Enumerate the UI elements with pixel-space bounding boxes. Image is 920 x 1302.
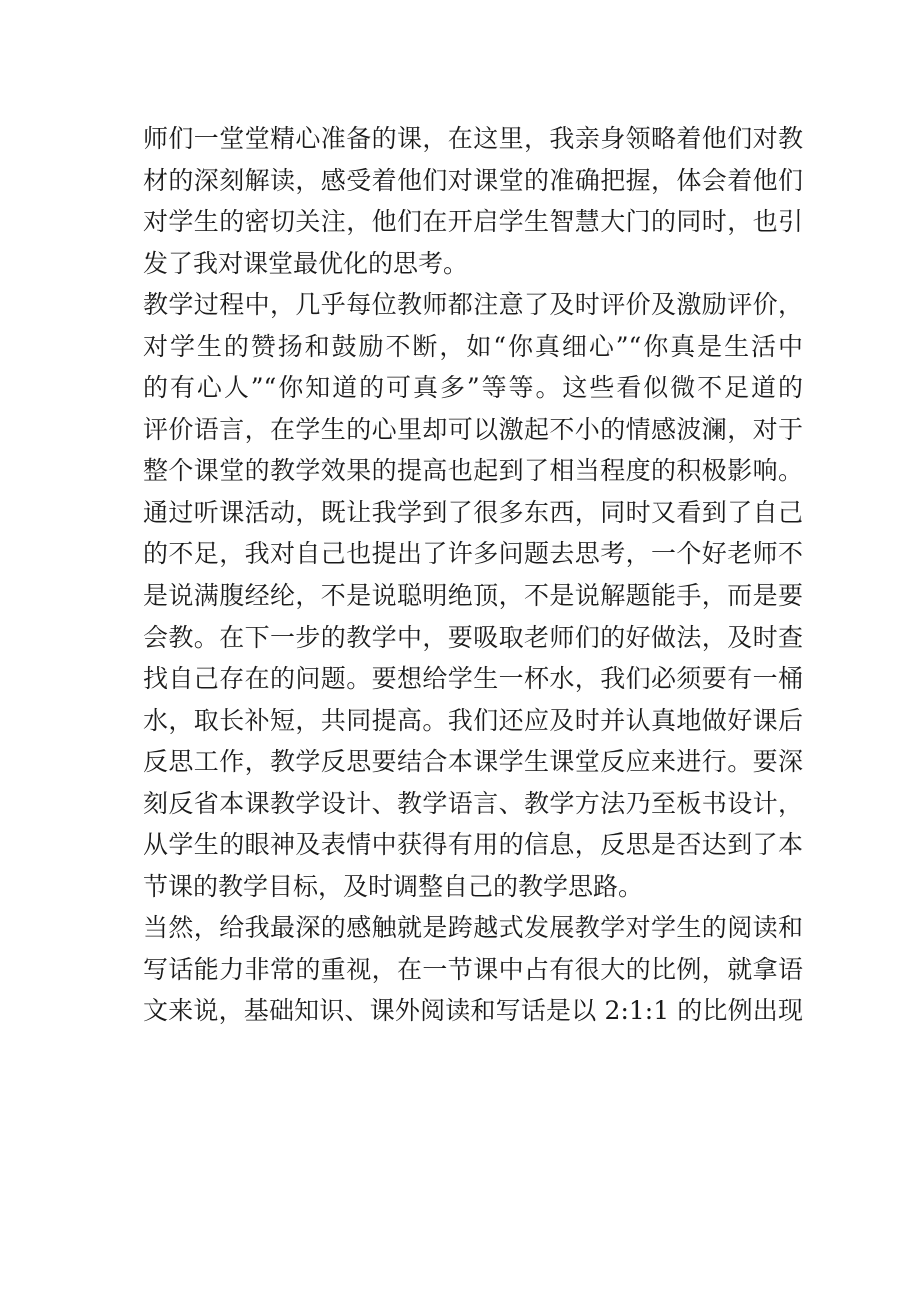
text-line: 反思工作，教学反思要结合本课学生课堂反应来进行。要深 [143, 747, 803, 777]
text-line: 材的深刻解读，感受着他们对课堂的准确把握，体会着他们 [143, 165, 803, 195]
text-line: 评价语言，在学生的心里却可以激起不小的情感波澜，对于 [143, 414, 803, 444]
text-line: 从学生的眼神及表情中获得有用的信息，反思是否达到了本 [143, 830, 803, 860]
text-line: 是说满腹经纶，不是说聪明绝顶，不是说解题能手，而是要 [143, 581, 803, 611]
text-line: 对学生的密切关注，他们在开启学生智慧大门的同时，也引 [143, 207, 803, 237]
text-line: 文来说，基础知识、课外阅读和写话是以 2:1:1 的比例出现 [143, 996, 803, 1026]
text-line: 通过听课活动，既让我学到了很多东西，同时又看到了自己 [143, 497, 803, 527]
text-line: 整个课堂的教学效果的提高也起到了相当程度的积极影响。 [143, 456, 803, 486]
body-text [143, 118, 803, 1032]
text-line: 的不足，我对自己也提出了许多问题去思考，一个好老师不 [143, 539, 803, 569]
text-line: 对学生的赞扬和鼓励不断，如“你真细心”“你真是生活中 [143, 331, 803, 361]
text-line: 发了我对课堂最优化的思考。 [143, 248, 469, 278]
text-line: 刻反省本课教学设计、教学语言、教学方法乃至板书设计， [143, 788, 803, 818]
text-line: 教学过程中，几乎每位教师都注意了及时评价及激励评价， [143, 290, 803, 320]
text-line: 当然，给我最深的感触就是跨越式发展教学对学生的阅读和 [143, 913, 803, 943]
text-line: 写话能力非常的重视，在一节课中占有很大的比例，就拿语 [143, 954, 803, 984]
text-line: 节课的教学目标，及时调整自己的教学思路。 [143, 871, 644, 901]
text-line: 会教。在下一步的教学中，要吸取老师们的好做法，及时查 [143, 622, 803, 652]
text-line: 水，取长补短，共同提高。我们还应及时并认真地做好课后 [143, 705, 803, 735]
text-line: 师们一堂堂精心准备的课，在这里，我亲身领略着他们对教 [143, 124, 803, 153]
text-line: 找自己存在的问题。要想给学生一杯水，我们必须要有一桶 [143, 664, 803, 694]
text-line: 的有心人”“你知道的可真多”等等。这些看似微不足道的 [143, 373, 803, 403]
